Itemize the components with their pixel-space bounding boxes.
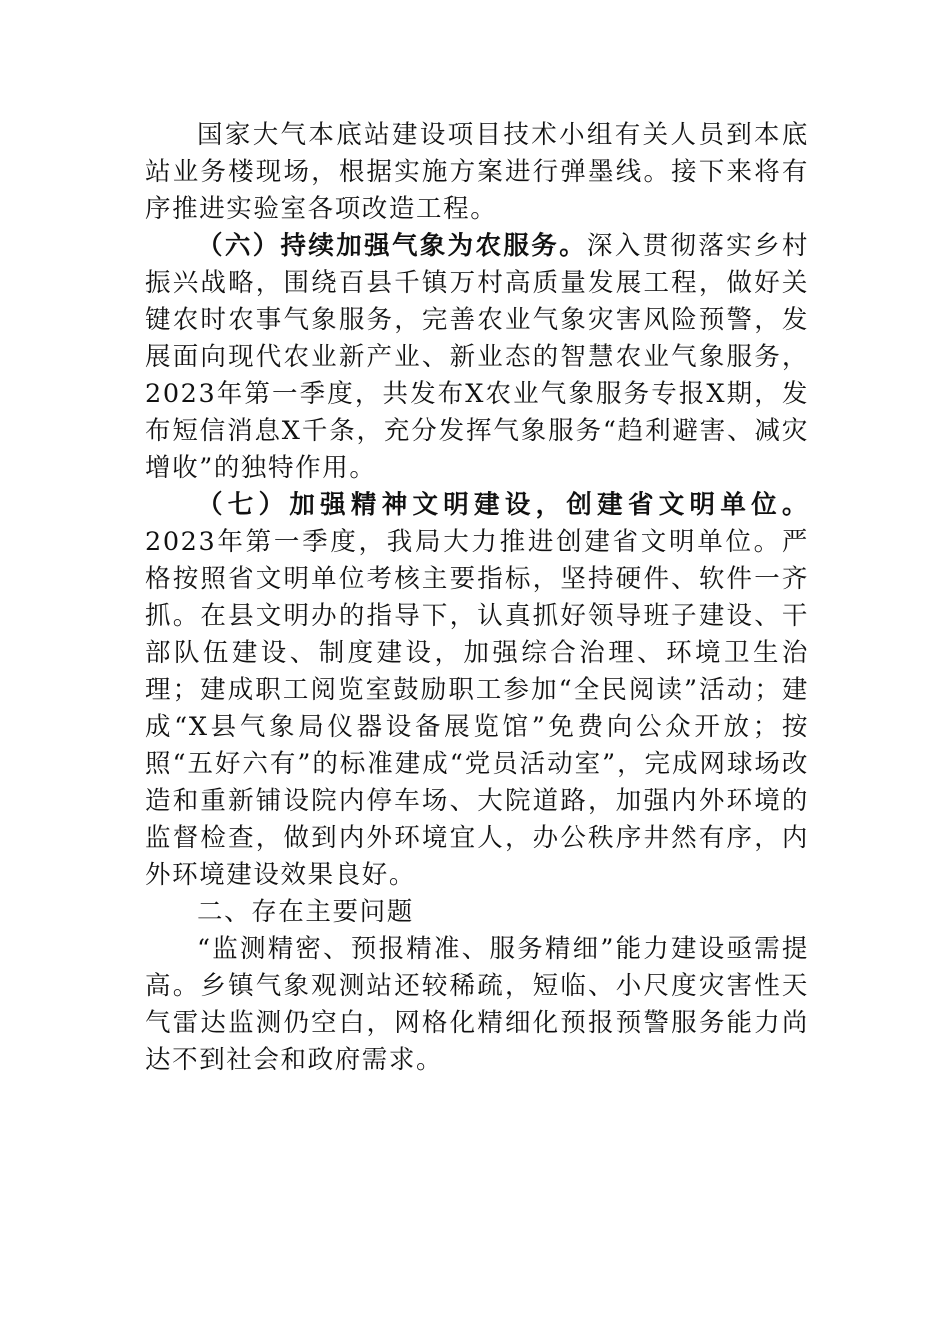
paragraph-main-problems	[145, 931, 809, 1079]
agriculture-service-title: （六）持续加强气象为农服务。	[197, 231, 587, 261]
main-problems-text: “监测精密、预报精准、服务精细”能力建设亟需提高。乡镇气象观测站还较稀疏，短临、小尺度灾害性天气雷达监测仍空白，网格化精细化预报预警服务能力尚达不到社会和政府需求。	[145, 934, 809, 1075]
document-body	[145, 117, 809, 1079]
civilization-building-title: （七）加强精神文明建设，创建省文明单位。	[197, 490, 809, 520]
section-heading-main-problems: 二、存在主要问题	[197, 897, 414, 927]
paragraph-civilization-building	[145, 487, 809, 894]
paragraph-baseline-station-text: 国家大气本底站建设项目技术小组有关人员到本底站业务楼现场，根据实施方案进行弹墨线。接下来将有序推进实验室各项改造工程。	[145, 120, 809, 224]
paragraph-baseline-station	[145, 117, 809, 228]
paragraph-agriculture-service	[145, 228, 809, 487]
civilization-building-body: 2023年第一季度，我局大力推进创建省文明单位。严格按照省文明单位考核主要指标，坚持硬件、软件一齐抓。在县文明办的指导下，认真抓好领导班子建设、干部队伍建设、制度建设，加强综合治理、环境卫生治理；建成职工阅览室鼓励职工参加“全民阅读”活动；建成“X县气象局仪器设备展览馆”免费向公众开放；按照“五好六有”的标准建成“党员活动室”，完成网球场改造和重新铺设院内停车场、大院道路，加强内外环境的监督检查，做到内外环境宜人，办公秩序井然有序，内外环境建设效果良好。	[145, 527, 809, 890]
agriculture-service-body: 深入贯彻落实乡村振兴战略，围绕百县千镇万村高质量发展工程，做好关键农时农事气象服务，完善农业气象灾害风险预警，发展面向现代农业新产业、新业态的智慧农业气象服务，2023年第一季度，共发布X农业气象服务专报X期，发布短信消息X千条，充分发挥气象服务“趋利避害、减灾增收”的独特作用。	[145, 231, 809, 483]
